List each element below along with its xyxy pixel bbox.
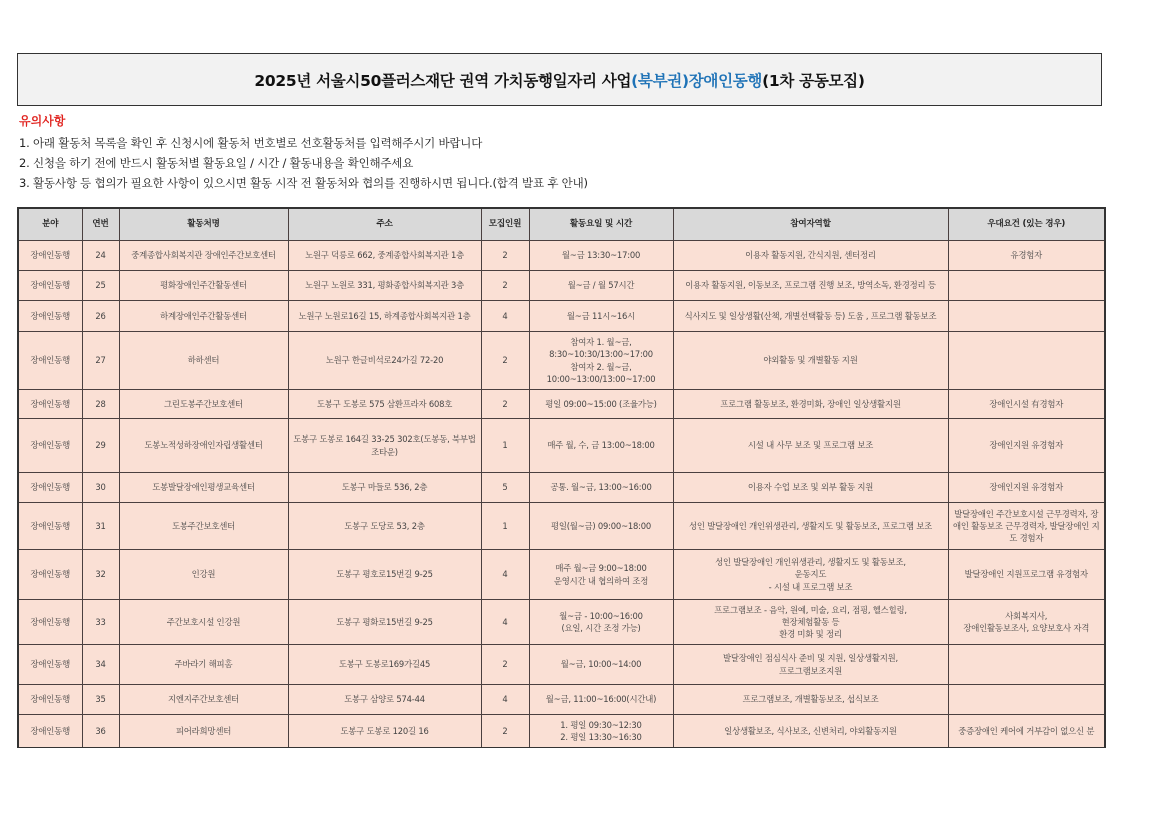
cell-pref: 유경험자 xyxy=(948,241,1105,271)
cell-count: 2 xyxy=(481,271,529,301)
header-schedule: 활동요일 및 시간 xyxy=(529,208,673,241)
cell-role: 일상생활보조, 식사보조, 신변처리, 야외활동지원 xyxy=(673,715,948,748)
cell-address: 도봉구 도당로 53, 2층 xyxy=(288,503,481,550)
cell-no: 35 xyxy=(82,685,119,715)
cell-pref: 중증장애인 케어에 거부감이 없으신 분 xyxy=(948,715,1105,748)
cell-field: 장애인동행 xyxy=(18,645,82,685)
cell-address: 노원구 노원로 331, 평화종합사회복지관 3층 xyxy=(288,271,481,301)
cell-field: 장애인동행 xyxy=(18,332,82,390)
cell-count: 4 xyxy=(481,600,529,645)
cell-no: 27 xyxy=(82,332,119,390)
cell-schedule: 1. 평일 09:30~12:30 2. 평일 13:30~16:30 xyxy=(529,715,673,748)
cell-field: 장애인동행 xyxy=(18,390,82,419)
cell-no: 25 xyxy=(82,271,119,301)
cell-schedule: 공통. 월~금, 13:00~16:00 xyxy=(529,473,673,503)
cell-no: 34 xyxy=(82,645,119,685)
cell-role: 이용자 수업 보조 및 외부 활동 지원 xyxy=(673,473,948,503)
cell-count: 4 xyxy=(481,301,529,332)
cell-role: 야외활동 및 개별활동 지원 xyxy=(673,332,948,390)
table-row xyxy=(18,645,1105,685)
cell-field: 장애인동행 xyxy=(18,715,82,748)
cell-role: 이용자 활동지원, 이동보조, 프로그램 진행 보조, 방역소독, 환경정리 등 xyxy=(673,271,948,301)
cell-schedule: 월~금, 11:00~16:00(시간내) xyxy=(529,685,673,715)
cell-count: 2 xyxy=(481,645,529,685)
recruitment-table xyxy=(17,207,1106,748)
header-field: 분야 xyxy=(18,208,82,241)
cell-address: 노원구 노원로16길 15, 하계종합사회복지관 1층 xyxy=(288,301,481,332)
cell-name: 주간보호시설 인강원 xyxy=(119,600,288,645)
cell-address: 도봉구 도봉로 575 삼환프라자 608호 xyxy=(288,390,481,419)
cell-name: 평화장애인주간활동센터 xyxy=(119,271,288,301)
cell-address: 도봉구 도봉로169가길45 xyxy=(288,645,481,685)
cell-pref: 장애인지원 유경험자 xyxy=(948,473,1105,503)
cell-role: 발달장애인 점심식사 준비 및 지원, 일상생활지원, 프로그램보조지원 xyxy=(673,645,948,685)
cell-field: 장애인동행 xyxy=(18,685,82,715)
cell-field: 장애인동행 xyxy=(18,241,82,271)
title-field: 장애인동행 xyxy=(688,71,763,90)
cell-name: 도봉노적성하장애인자립생활센터 xyxy=(119,419,288,473)
cell-no: 32 xyxy=(82,550,119,600)
cell-pref xyxy=(948,685,1105,715)
cell-count: 2 xyxy=(481,332,529,390)
cell-pref: 발달장애인 지원프로그램 유경험자 xyxy=(948,550,1105,600)
header-role: 참여자역할 xyxy=(673,208,948,241)
cell-field: 장애인동행 xyxy=(18,301,82,332)
cell-address: 도봉구 도봉로 120길 16 xyxy=(288,715,481,748)
cell-count: 2 xyxy=(481,390,529,419)
cell-role: 프로그램 활동보조, 환경미화, 장애인 일상생활지원 xyxy=(673,390,948,419)
cell-count: 5 xyxy=(481,473,529,503)
table-row xyxy=(18,271,1105,301)
cell-no: 31 xyxy=(82,503,119,550)
cell-schedule: 평일 09:00~15:00 (조율가능) xyxy=(529,390,673,419)
title-prefix: 2025년 서울시50플러스재단 권역 가치동행일자리 사업 xyxy=(254,71,632,90)
cell-pref: 장애인시설 有경험자 xyxy=(948,390,1105,419)
cell-address: 도봉구 마들로 536, 2층 xyxy=(288,473,481,503)
cell-schedule: 매주 월, 수, 금 13:00~18:00 xyxy=(529,419,673,473)
cell-role: 프로그램보조, 개별활동보조, 섭식보조 xyxy=(673,685,948,715)
notice-item-2: 2. 신청을 하기 전에 반드시 활동처별 활동요일 / 시간 / 활동내용을 확인해주세요 xyxy=(19,156,414,170)
cell-schedule: 매주 월~금 9:00~18:00 운영시간 내 협의하여 조정 xyxy=(529,550,673,600)
cell-name: 인강원 xyxy=(119,550,288,600)
cell-pref xyxy=(948,645,1105,685)
cell-schedule: 평일(월~금) 09:00~18:00 xyxy=(529,503,673,550)
cell-name: 주바라기 해피홈 xyxy=(119,645,288,685)
cell-name: 그린도봉주간보호센터 xyxy=(119,390,288,419)
header-no: 연번 xyxy=(82,208,119,241)
cell-field: 장애인동행 xyxy=(18,550,82,600)
cell-schedule: 월~금 - 10:00~16:00 (요일, 시간 조정 가능) xyxy=(529,600,673,645)
cell-field: 장애인동행 xyxy=(18,419,82,473)
cell-field: 장애인동행 xyxy=(18,271,82,301)
cell-schedule: 참여자 1. 월~금, 8:30~10:30/13:00~17:00 참여자 2. 월~금, 10:00~13:00/13:00~17:00 xyxy=(529,332,673,390)
cell-no: 33 xyxy=(82,600,119,645)
cell-name: 하하센터 xyxy=(119,332,288,390)
cell-no: 29 xyxy=(82,419,119,473)
cell-count: 2 xyxy=(481,241,529,271)
cell-no: 24 xyxy=(82,241,119,271)
cell-no: 36 xyxy=(82,715,119,748)
cell-count: 2 xyxy=(481,715,529,748)
notice-item-1: 1. 아래 활동처 목록을 확인 후 신청시에 활동처 번호별로 선호활동처를 입력해주시기 바랍니다 xyxy=(19,136,483,150)
cell-pref: 발달장애인 주간보호시설 근무경력자, 장애인 활동보조 근무경력자, 발달장애인 지도 경험자 xyxy=(948,503,1105,550)
header-pref: 우대요건 (있는 경우) xyxy=(948,208,1105,241)
cell-schedule: 월~금, 10:00~14:00 xyxy=(529,645,673,685)
cell-pref: 장애인지원 유경험자 xyxy=(948,419,1105,473)
cell-count: 4 xyxy=(481,685,529,715)
cell-role: 프로그램보조 - 음악, 원예, 미술, 요리, 점핑, 헬스힐링, 현장체험활동 등 환경 미화 및 정리 xyxy=(673,600,948,645)
cell-address: 노원구 한글비석로24가길 72-20 xyxy=(288,332,481,390)
cell-no: 28 xyxy=(82,390,119,419)
table-row xyxy=(18,503,1105,550)
title-suffix: (1차 공동모집) xyxy=(762,71,865,90)
header-name: 활동처명 xyxy=(119,208,288,241)
cell-name: 중계종합사회복지관 장애인주간보호센터 xyxy=(119,241,288,271)
cell-no: 30 xyxy=(82,473,119,503)
cell-name: 도봉주간보호센터 xyxy=(119,503,288,550)
notice-item-3: 3. 활동사항 등 협의가 필요한 사항이 있으시면 활동 시작 전 활동처와 협의를 진행하시면 됩니다.(합격 발표 후 안내) xyxy=(19,176,588,190)
cell-name: 하계장애인주간활동센터 xyxy=(119,301,288,332)
header-address: 주소 xyxy=(288,208,481,241)
table-row xyxy=(18,419,1105,473)
cell-count: 1 xyxy=(481,503,529,550)
cell-address: 도봉구 평화로15번길 9-25 xyxy=(288,600,481,645)
cell-pref: 사회복지사, 장애인활동보조사, 요양보호사 자격 xyxy=(948,600,1105,645)
cell-field: 장애인동행 xyxy=(18,473,82,503)
cell-field: 장애인동행 xyxy=(18,503,82,550)
header-count: 모집인원 xyxy=(481,208,529,241)
table-row xyxy=(18,241,1105,271)
cell-role: 성인 발달장애인 개인위생관리, 생활지도 및 활동보조, 운동지도 - 시설 내 프로그램 보조 xyxy=(673,550,948,600)
cell-pref xyxy=(948,332,1105,390)
cell-role: 식사지도 및 일상생활(산책, 개별선택활동 등) 도움 , 프로그램 활동보조 xyxy=(673,301,948,332)
cell-count: 1 xyxy=(481,419,529,473)
page-title xyxy=(17,53,1102,106)
table-row xyxy=(18,390,1105,419)
table-row xyxy=(18,685,1105,715)
table-row xyxy=(18,715,1105,748)
cell-role: 성인 발달장애인 개인위생관리, 생활지도 및 활동보조, 프로그램 보조 xyxy=(673,503,948,550)
cell-schedule: 월~금 13:30~17:00 xyxy=(529,241,673,271)
cell-address: 노원구 덕릉로 662, 중계종합사회복지관 1층 xyxy=(288,241,481,271)
table-row xyxy=(18,600,1105,645)
cell-name: 지엔지주간보호센터 xyxy=(119,685,288,715)
cell-field: 장애인동행 xyxy=(18,600,82,645)
title-region: (북부권) xyxy=(631,71,689,90)
cell-pref xyxy=(948,271,1105,301)
cell-name: 도봉발달장애인평생교육센터 xyxy=(119,473,288,503)
cell-address: 도봉구 도봉로 164길 33-25 302호(도봉동, 북부법조타운) xyxy=(288,419,481,473)
table-row xyxy=(18,473,1105,503)
table-row xyxy=(18,332,1105,390)
cell-schedule: 월~금 / 월 57시간 xyxy=(529,271,673,301)
cell-address: 도봉구 평호로15번길 9-25 xyxy=(288,550,481,600)
cell-count: 4 xyxy=(481,550,529,600)
table-row xyxy=(18,550,1105,600)
cell-address: 도봉구 삼양로 574-44 xyxy=(288,685,481,715)
cell-pref xyxy=(948,301,1105,332)
cell-role: 시설 내 사무 보조 및 프로그램 보조 xyxy=(673,419,948,473)
cell-schedule: 월~금 11시~16시 xyxy=(529,301,673,332)
table-header-row xyxy=(18,208,1105,241)
table-row xyxy=(18,301,1105,332)
cell-name: 피어라희망센터 xyxy=(119,715,288,748)
notice-heading: 유의사항 xyxy=(19,114,66,128)
cell-role: 이용자 활동지원, 간식지원, 센터정리 xyxy=(673,241,948,271)
cell-no: 26 xyxy=(82,301,119,332)
